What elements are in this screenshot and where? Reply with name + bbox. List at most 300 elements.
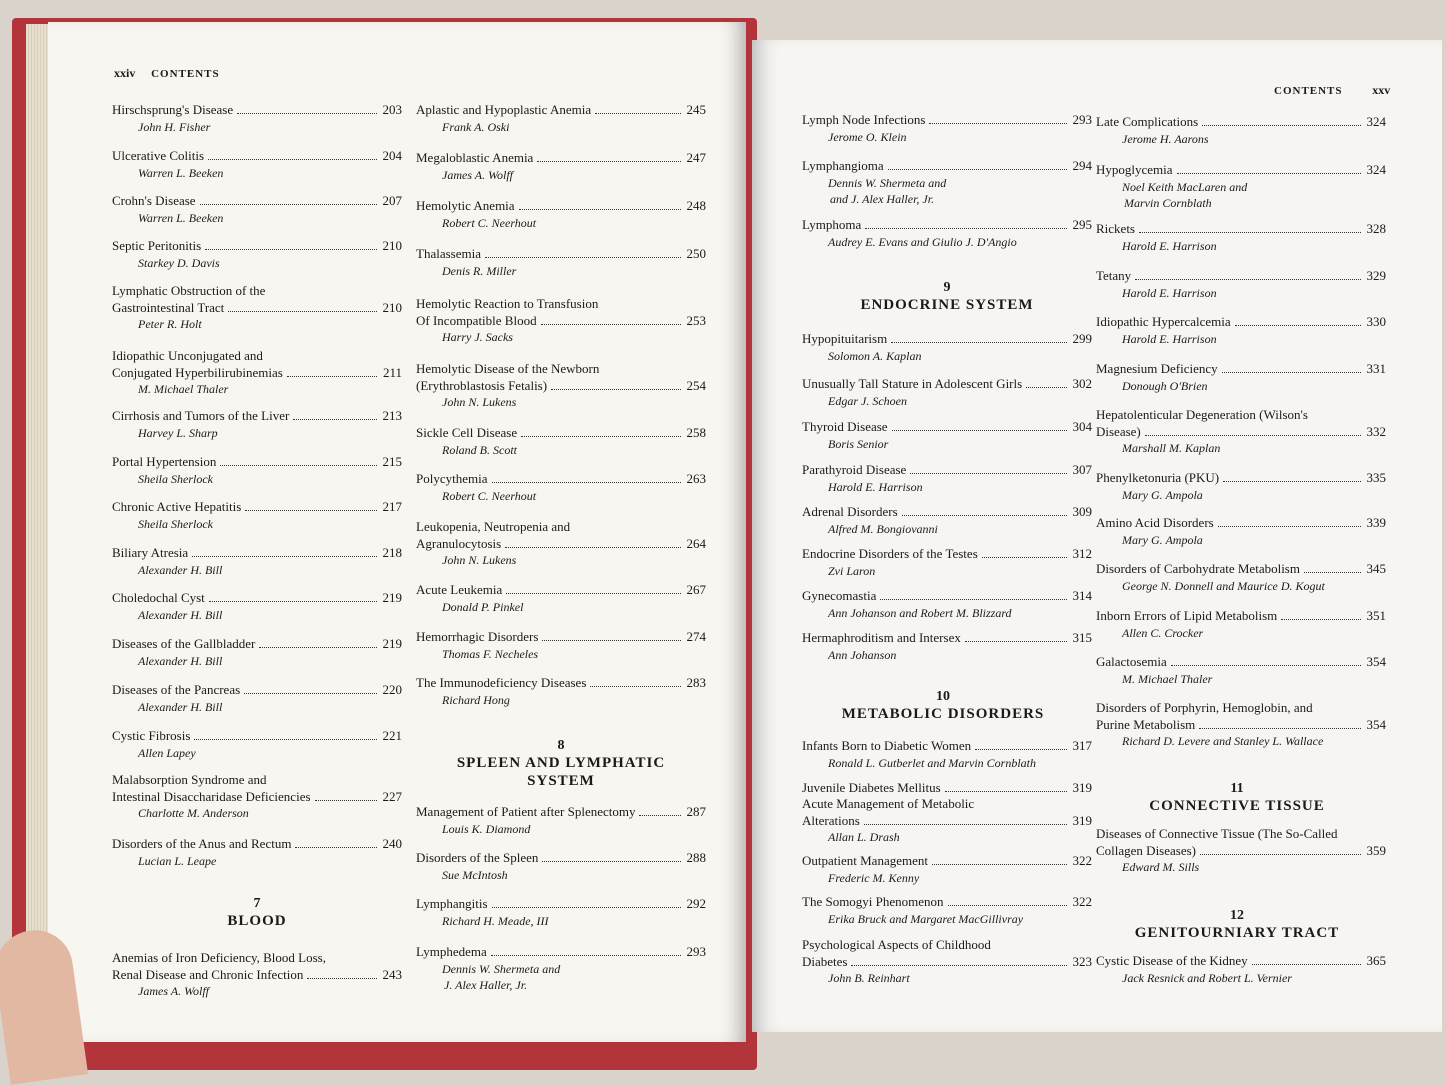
toc-entry: [416, 675, 706, 708]
entry-title: Rickets: [1096, 221, 1135, 236]
entry-title: Lymphangioma: [802, 158, 884, 173]
entry-title: Polycythemia: [416, 471, 488, 486]
toc-entry: [1096, 361, 1386, 394]
entry-title: Parathyroid Disease: [802, 462, 907, 477]
entry-page-number: 345: [1366, 561, 1386, 576]
entry-page-number: 264: [686, 535, 706, 551]
entry-author: Noel Keith MacLaren and: [1122, 179, 1248, 194]
dot-leader: [209, 601, 377, 602]
entry-title: Lymphoma: [802, 217, 862, 232]
dot-leader: [1171, 665, 1361, 666]
dot-leader: [639, 815, 680, 816]
entry-author: Zvi Laron: [828, 563, 876, 578]
entry-title-line: [1096, 654, 1386, 671]
dot-leader: [287, 376, 377, 377]
entry-author: Louis K. Diamond: [442, 821, 531, 836]
toc-entry: [112, 950, 402, 1000]
entry-page-number: 319: [1072, 812, 1092, 828]
header-title: CONTENTS: [151, 68, 220, 80]
dot-leader: [880, 599, 1066, 600]
toc-entry: [1096, 114, 1386, 147]
dot-leader: [892, 430, 1067, 431]
toc-entry: [1096, 826, 1386, 876]
entry-author: Harry J. Sacks: [442, 330, 513, 344]
header-title: CONTENTS: [1274, 85, 1343, 97]
dot-leader: [1026, 387, 1066, 388]
toc-entry: [112, 545, 402, 578]
entry-author: John N. Lukens: [442, 395, 517, 409]
dot-leader: [1200, 854, 1360, 855]
entry-title: Biliary Atresia: [112, 545, 189, 560]
entry-title: (Erythroblastosis Fetalis): [416, 377, 548, 393]
entry-page-number: 307: [1072, 462, 1092, 477]
entry-title-line: [416, 675, 706, 692]
entry-page-number: 215: [382, 454, 402, 469]
dot-leader: [485, 257, 681, 258]
entry-title: Choledochal Cyst: [112, 590, 205, 605]
dot-leader: [492, 482, 681, 483]
dot-leader: [891, 342, 1066, 343]
entry-page-number: 203: [382, 102, 402, 117]
section-heading-7: [112, 896, 402, 930]
entry-title-line: [1096, 268, 1386, 285]
entry-author: Alexander H. Bill: [138, 653, 223, 668]
entry-page-number: 294: [1072, 158, 1092, 173]
toc-entry: [802, 331, 1092, 364]
entry-page-number: 227: [382, 788, 402, 804]
page-number: xxiv: [114, 66, 136, 80]
entry-page-number: 221: [382, 728, 402, 743]
entry-title-line: [112, 636, 402, 653]
entry-author: Mary G. Ampola: [1122, 532, 1203, 547]
entry-title: Psychological Aspects of Childhood: [802, 937, 991, 952]
entry-author: Harvey L. Sharp: [138, 425, 218, 440]
toc-entry: [1096, 314, 1386, 347]
toc-entry: [416, 944, 706, 994]
entry-title: Intestinal Disaccharidase Deficiencies: [112, 788, 311, 804]
entry-page-number: 351: [1366, 608, 1386, 623]
entry-author: Harold E. Harrison: [828, 479, 923, 494]
entry-title-line: [1096, 561, 1386, 578]
entry-page-number: 204: [382, 148, 402, 163]
entry-title-line: [802, 462, 1092, 479]
entry-page-number: 322: [1072, 853, 1092, 868]
entry-title-line: [416, 425, 706, 442]
toc-entry: [112, 590, 402, 623]
entry-author: Warren L. Beeken: [138, 210, 224, 225]
entry-page-number: 324: [1366, 114, 1386, 129]
section-name: SPLEEN AND LYMPHATIC: [456, 755, 666, 771]
entry-title-line: [416, 629, 706, 646]
entry-page-number: 253: [686, 312, 706, 328]
dot-leader: [492, 907, 681, 908]
entry-title-line: [416, 246, 706, 263]
entry-title: Chronic Active Hepatitis: [112, 499, 242, 514]
right-page: [752, 40, 1442, 1032]
section-name: CONNECTIVE TISSUE: [1149, 798, 1325, 814]
entry-title: Hemolytic Anemia: [416, 198, 515, 213]
entry-title: Galactosemia: [1096, 654, 1167, 669]
dot-leader: [595, 113, 680, 114]
entry-title-line: [416, 471, 706, 488]
dot-leader: [1177, 173, 1361, 174]
entry-title: Management of Patient after Splenectomy: [416, 804, 636, 819]
dot-leader: [192, 556, 376, 557]
entry-page-number: 319: [1072, 780, 1092, 795]
dot-leader: [541, 324, 681, 325]
entry-page-number: 258: [686, 425, 706, 440]
left-page: [48, 22, 746, 1042]
entry-title: Purine Metabolism: [1096, 716, 1196, 732]
entry-title: Diseases of the Gallbladder: [112, 636, 256, 651]
entry-author: Alexander H. Bill: [138, 699, 223, 714]
dot-leader: [220, 465, 376, 466]
entry-author: Boris Senior: [828, 436, 889, 451]
section-heading-8: [416, 738, 706, 790]
entry-title-line: [1096, 424, 1386, 441]
entry-page-number: 365: [1366, 953, 1386, 968]
entry-title: Disorders of Porphyrin, Hemoglobin, and: [1096, 700, 1313, 715]
entry-author: Richard Hong: [442, 692, 510, 707]
toc-entry: [112, 348, 402, 398]
entry-author: and J. Alex Haller, Jr.: [830, 192, 935, 206]
entry-title: Amino Acid Disorders: [1096, 515, 1214, 530]
entry-title: The Somogyi Phenomenon: [802, 894, 944, 909]
toc-entry: [416, 896, 706, 929]
dot-leader: [551, 389, 680, 390]
entry-title-line: [112, 682, 402, 699]
entry-author: Alexander H. Bill: [138, 562, 223, 577]
entry-page-number: 283: [686, 675, 706, 690]
entry-author: Allen Lapey: [138, 745, 196, 760]
toc-entry: [802, 158, 1092, 208]
entry-title: Thalassemia: [416, 246, 481, 261]
entry-title: Septic Peritonitis: [112, 238, 202, 253]
toc-entry: [112, 454, 402, 487]
entry-title-line: [1096, 361, 1386, 378]
entry-page-number: 315: [1072, 630, 1092, 645]
entry-author: Allen C. Crocker: [1122, 625, 1204, 640]
entry-title: Acute Leukemia: [416, 582, 503, 597]
entry-title: Gastrointestinal Tract: [112, 299, 225, 315]
entry-title-line: [112, 499, 402, 516]
toc-entry: [112, 148, 402, 181]
entry-title: Renal Disease and Chronic Infection: [112, 966, 304, 982]
entry-title: Endocrine Disorders of the Testes: [802, 546, 978, 561]
entry-author: Allan L. Drash: [828, 830, 900, 844]
entry-page-number: 213: [382, 408, 402, 423]
dot-leader: [1135, 279, 1360, 280]
entry-title-line: [802, 813, 1092, 830]
entry-title-line: [802, 504, 1092, 521]
entry-page-number: 217: [382, 499, 402, 514]
entry-page-number: 322: [1072, 894, 1092, 909]
entry-author: Harold E. Harrison: [1122, 285, 1217, 300]
toc-entry: [802, 462, 1092, 495]
toc-entry: [802, 588, 1092, 621]
entry-page-number: 312: [1072, 546, 1092, 561]
dot-leader: [521, 436, 680, 437]
entry-title-line: [416, 850, 706, 867]
entry-title: Unusually Tall Stature in Adolescent Girls: [802, 376, 1023, 391]
entry-title-line: [112, 238, 402, 255]
entry-page-number: 263: [686, 471, 706, 486]
toc-entry: [416, 471, 706, 504]
entry-page-number: 207: [382, 193, 402, 208]
entry-page-number: 314: [1072, 588, 1092, 603]
entry-title-line: [416, 896, 706, 913]
section-heading-9: [802, 280, 1092, 314]
dot-leader: [945, 791, 1067, 792]
entry-page-number: 210: [382, 299, 402, 315]
entry-title: Hepatolenticular Degeneration (Wilson's: [1096, 407, 1308, 422]
entry-author: Edward M. Sills: [1122, 860, 1200, 874]
dot-leader: [519, 209, 681, 210]
entry-title: Hemolytic Disease of the Newborn: [416, 361, 600, 376]
entry-title-line: [1096, 221, 1386, 238]
entry-title: Leukopenia, Neutropenia and: [416, 519, 571, 534]
dot-leader: [245, 510, 376, 511]
toc-entry: [802, 546, 1092, 579]
entry-title-line: [112, 193, 402, 210]
entry-title-line: [1096, 515, 1386, 532]
entry-title-line: [112, 102, 402, 119]
toc-entry: [112, 636, 402, 669]
entry-page-number: 287: [686, 804, 706, 819]
toc-entry: [112, 102, 402, 135]
dot-leader: [307, 978, 376, 979]
entry-author: Robert C. Neerhout: [442, 215, 537, 230]
entry-title: Thyroid Disease: [802, 419, 888, 434]
section-number: 9: [943, 280, 951, 295]
toc-entry: [1096, 654, 1386, 687]
entry-title: Inborn Errors of Lipid Metabolism: [1096, 608, 1278, 623]
section-name: BLOOD: [227, 913, 287, 929]
entry-title-line: [802, 894, 1092, 911]
toc-entry: [802, 376, 1092, 409]
entry-page-number: 245: [686, 102, 706, 117]
entry-author: Dennis W. Shermeta and: [442, 961, 561, 976]
dot-leader: [1139, 232, 1361, 233]
entry-title: Diseases of Connective Tissue (The So-Called: [1096, 826, 1338, 841]
section-number: 11: [1230, 781, 1244, 796]
entry-author: Ronald L. Gutberlet and Marvin Cornblath: [828, 755, 1036, 770]
dot-leader: [228, 311, 376, 312]
entry-author: Harold E. Harrison: [1122, 238, 1217, 253]
entry-author: Marshall M. Kaplan: [1122, 441, 1221, 455]
dot-leader: [1202, 125, 1360, 126]
dot-leader: [200, 204, 377, 205]
entry-page-number: 324: [1366, 162, 1386, 177]
entry-author: Jerome H. Aarons: [1122, 131, 1209, 146]
entry-title-line: [802, 954, 1092, 971]
entry-page-number: 295: [1072, 217, 1092, 232]
toc-entry: [802, 630, 1092, 663]
dot-leader: [864, 824, 1067, 825]
entry-title-line: [802, 780, 1092, 797]
toc-entry: [1096, 515, 1386, 548]
entry-title-line: [1096, 162, 1386, 179]
entry-page-number: 267: [686, 582, 706, 597]
entry-page-number: 354: [1366, 654, 1386, 669]
section-name: GENITOURNIARY TRACT: [1134, 925, 1340, 941]
entry-page-number: 359: [1366, 842, 1386, 858]
dot-leader: [208, 159, 376, 160]
entry-author: Lucian L. Leape: [138, 853, 217, 868]
toc-entry: [1096, 608, 1386, 641]
entry-title-line: [112, 148, 402, 165]
entry-page-number: 274: [686, 629, 706, 644]
right-page-header: [1274, 83, 1390, 98]
dot-leader: [1223, 481, 1360, 482]
entry-title-line: [416, 198, 706, 215]
entry-page-number: 219: [382, 590, 402, 605]
entry-title-line: [112, 967, 402, 984]
dot-leader: [982, 557, 1067, 558]
entry-author: John N. Lukens: [442, 553, 517, 567]
entry-author: Frederic M. Kenny: [828, 870, 920, 885]
toc-entry: [416, 804, 706, 837]
toc-entry: [802, 894, 1092, 927]
entry-author: Alexander H. Bill: [138, 607, 223, 622]
entry-title-line: [802, 112, 1092, 129]
section-name: SYSTEM: [527, 773, 595, 789]
dot-leader: [506, 593, 680, 594]
entry-author: Edgar J. Schoen: [828, 393, 907, 408]
entry-title-line: [1096, 608, 1386, 625]
dot-leader: [244, 693, 376, 694]
entry-title-line: [802, 853, 1092, 870]
section-number: 7: [253, 896, 261, 911]
entry-title: Hemolytic Reaction to Transfusion: [416, 296, 599, 311]
dot-leader: [948, 905, 1067, 906]
entry-title-line: [112, 545, 402, 562]
toc-entry: [112, 499, 402, 532]
entry-page-number: 243: [382, 966, 402, 982]
entry-title: Sickle Cell Disease: [416, 425, 518, 440]
dot-leader: [975, 749, 1066, 750]
left-page-header: [114, 66, 220, 81]
toc-entry: [416, 850, 706, 883]
entry-title: Hypopituitarism: [802, 331, 888, 346]
entry-title: Of Incompatible Blood: [416, 312, 537, 328]
toc-entry: [802, 217, 1092, 250]
entry-author: Charlotte M. Anderson: [138, 806, 249, 820]
entry-author: Donald P. Pinkel: [442, 599, 524, 614]
entry-page-number: 292: [686, 896, 706, 911]
entry-page-number: 323: [1072, 953, 1092, 969]
entry-page-number: 304: [1072, 419, 1092, 434]
entry-title-line: [802, 158, 1092, 175]
toc-entry: [416, 102, 706, 135]
entry-title: Crohn's Disease: [112, 193, 196, 208]
dot-leader: [965, 641, 1067, 642]
dot-leader: [1252, 964, 1361, 965]
entry-title-line: [1096, 114, 1386, 131]
entry-title-line: [112, 590, 402, 607]
entry-title-line: [1096, 314, 1386, 331]
entry-title: Hemorrhagic Disorders: [416, 629, 539, 644]
entry-title: Magnesium Deficiency: [1096, 361, 1218, 376]
entry-author: Alfred M. Bongiovanni: [828, 521, 938, 536]
dot-leader: [1235, 325, 1361, 326]
entry-title: Disorders of the Spleen: [416, 850, 539, 865]
entry-title-line: [416, 582, 706, 599]
entry-page-number: 332: [1366, 423, 1386, 439]
entry-title: Cystic Fibrosis: [112, 728, 191, 743]
entry-page-number: 220: [382, 682, 402, 697]
entry-title: Phenylketonuria (PKU): [1096, 470, 1220, 485]
entry-title: Diseases of the Pancreas: [112, 682, 241, 697]
entry-page-number: 330: [1366, 314, 1386, 329]
entry-page-number: 317: [1072, 738, 1092, 753]
entry-title: Adrenal Disorders: [802, 504, 898, 519]
section-heading-11: [1092, 781, 1382, 815]
toc-entry: [416, 582, 706, 615]
entry-author: Denis R. Miller: [442, 263, 517, 278]
toc-entry: [802, 738, 1092, 771]
entry-page-number: 302: [1072, 376, 1092, 391]
dot-leader: [259, 647, 376, 648]
toc-entry: [112, 772, 402, 822]
entry-title: Acute Management of Metabolic: [802, 796, 975, 811]
entry-author: Erika Bruck and Margaret MacGillivray: [828, 911, 1024, 926]
entry-author: Robert C. Neerhout: [442, 488, 537, 503]
dot-leader: [293, 419, 376, 420]
entry-author: Dennis W. Shermeta and: [828, 175, 947, 190]
entry-author: Frank A. Oski: [442, 119, 510, 134]
entry-title: Idiopathic Unconjugated and: [112, 348, 263, 363]
toc-entry: [416, 296, 706, 346]
entry-page-number: 293: [1072, 112, 1092, 127]
entry-title: Malabsorption Syndrome and: [112, 772, 267, 787]
entry-page-number: 339: [1366, 515, 1386, 530]
dot-leader: [315, 800, 377, 801]
entry-title-line: [112, 789, 402, 806]
entry-title: Lymph Node Infections: [802, 112, 926, 127]
section-name: ENDOCRINE SYSTEM: [860, 297, 1034, 313]
entry-page-number: 309: [1072, 504, 1092, 519]
dot-leader: [194, 739, 376, 740]
entry-page-number: 247: [686, 150, 706, 165]
entry-author: Sue McIntosh: [442, 867, 508, 882]
entry-author: Jack Resnick and Robert L. Vernier: [1122, 970, 1292, 985]
entry-title: Late Complications: [1096, 114, 1199, 129]
entry-title: Disease): [1096, 423, 1141, 439]
entry-title-line: [416, 102, 706, 119]
entry-title-line: [416, 150, 706, 167]
section-heading-12: [1092, 908, 1382, 942]
toc-entry: [1096, 162, 1386, 212]
entry-title: Lymphangitis: [416, 896, 488, 911]
toc-entry: [802, 937, 1092, 987]
dot-leader: [902, 515, 1067, 516]
dot-leader: [295, 847, 376, 848]
entry-page-number: 354: [1366, 716, 1386, 732]
entry-title-line: [416, 378, 706, 395]
entry-page-number: 254: [686, 377, 706, 393]
entry-page-number: 210: [382, 238, 402, 253]
entry-author: Mary G. Ampola: [1122, 487, 1203, 502]
entry-title: Megaloblastic Anemia: [416, 150, 534, 165]
toc-entry: [112, 193, 402, 226]
entry-title: Cystic Disease of the Kidney: [1096, 953, 1248, 968]
toc-entry: [416, 519, 706, 569]
entry-author: James A. Wolff: [442, 167, 513, 182]
toc-entry: [112, 238, 402, 271]
entry-title: Hypoglycemia: [1096, 162, 1173, 177]
entry-page-number: 240: [382, 836, 402, 851]
